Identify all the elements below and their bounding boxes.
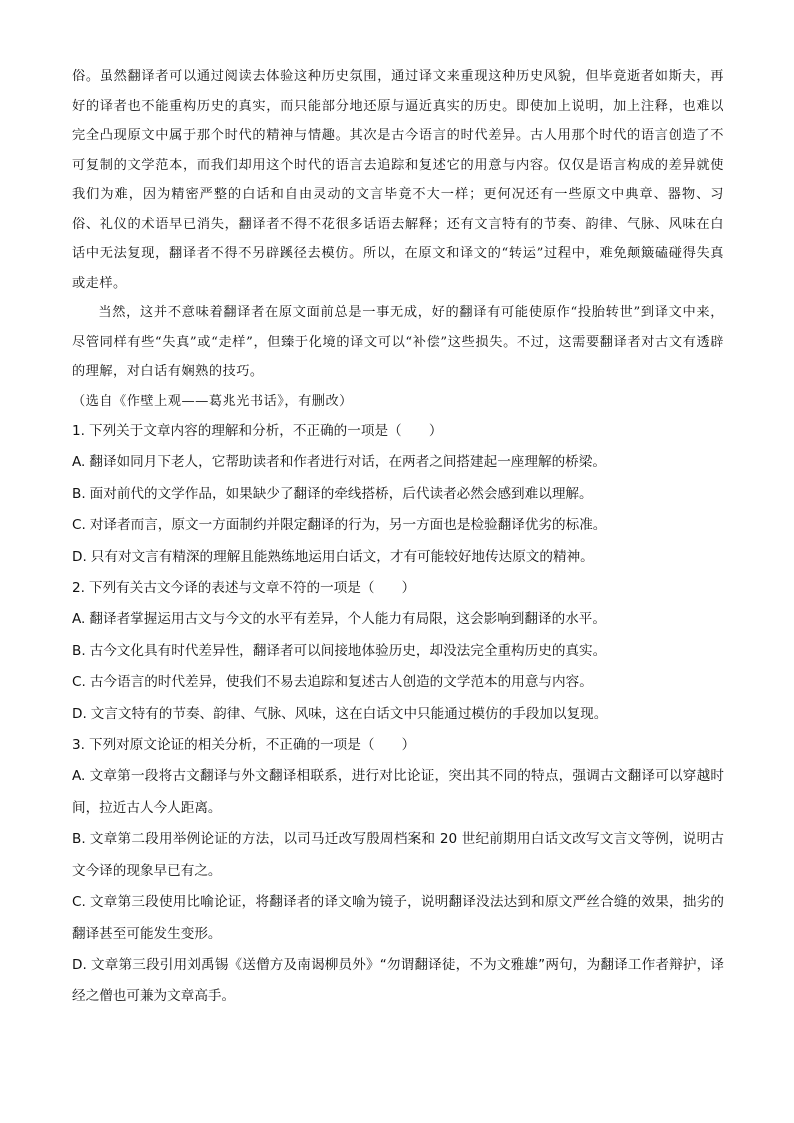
question-stem bbox=[72, 573, 724, 604]
option-c[interactable] bbox=[72, 510, 724, 541]
option-a[interactable] bbox=[72, 604, 724, 635]
option-b[interactable] bbox=[72, 824, 724, 887]
option-letter: C. bbox=[72, 517, 86, 534]
reading-passage bbox=[72, 62, 724, 416]
option-b[interactable] bbox=[72, 479, 724, 510]
passage-paragraph-1: 俗。虽然翻译者可以通过阅读去体验这种历史氛围，通过译文来重现这种历史风貌，但毕竟逝者如斯夫，再好的译者也不能重构历史的真实，而只能部分地还原与逼近真实的历史。即使加上说明，加上注释，也难以完全凸现原文中属于那个时代的精神与情趣。其次是古今语言的时代差异。古人用那个时代的语言创造了不可复制的文学范本，而我们却用这个时代的语言去追踪和复述它的用意与内容。仅仅是语言构成的差异就使我们为难，因为精密严整的白话和自由灵动的文言毕竟不大一样；更何况还有一些原文中典章、器物、习俗、礼仪的术语早已消失，翻译者不得不花很多话语去解释；还有文言特有的节奏、韵律、气脉、风味在白话中无法复现，翻译者不得不另辟蹊径去模仿。所以，在原文和译文的“转运”过程中，难免颠簸磕碰得失真或走样。 bbox=[72, 69, 724, 291]
question-number: 3. bbox=[72, 737, 85, 754]
option-text: 翻译者掌握运用古文与今文的水平有差异，个人能力有局限，这会影响到翻译的水平。 bbox=[89, 611, 606, 628]
option-letter: D. bbox=[72, 956, 87, 973]
option-letter: D. bbox=[72, 548, 87, 565]
option-d[interactable] bbox=[72, 699, 724, 730]
option-letter: A. bbox=[72, 611, 86, 628]
option-letter: C. bbox=[72, 674, 86, 691]
question-number: 1. bbox=[72, 423, 85, 439]
passage-paragraph-2: 当然，这并不意味着翻译者在原文面前总是一事无成，好的翻译有可能使原作“投胎转世”到译文中来，尽管同样有些“失真”或“走样”，但臻于化境的译文可以“补偿”这些损失。不过，这需要翻译者对古文有透辟的理解，对白话有娴熟的技巧。 bbox=[72, 305, 724, 379]
question-3 bbox=[72, 730, 724, 1013]
option-text: 翻译如同月下老人，它帮助读者和作者进行对话，在两者之间搭建起一座理解的桥梁。 bbox=[89, 454, 606, 471]
question-2 bbox=[72, 573, 724, 730]
option-text: 对译者而言，原文一方面制约并限定翻译的行为，另一方面也是检验翻译优劣的标准。 bbox=[89, 517, 607, 534]
question-list bbox=[72, 416, 724, 1013]
question-stem bbox=[72, 730, 724, 761]
option-text: 文章第一段将古文翻译与外文翻译相联系，进行对比论证，突出其不同的特点，强调古文翻译可以穿越时间，拉近古人今人距离。 bbox=[72, 768, 724, 816]
option-text: 古今语言的时代差异，使我们不易去追踪和复述古人创造的文学范本的用意与内容。 bbox=[89, 674, 593, 691]
option-letter: A. bbox=[72, 454, 86, 471]
option-a[interactable] bbox=[72, 761, 724, 824]
question-stem bbox=[72, 416, 724, 447]
option-text: 只有对文言有精深的理解且能熟练地运用白话文，才有可能较好地传达原文的精神。 bbox=[90, 548, 594, 565]
option-d[interactable] bbox=[72, 542, 724, 573]
question-stem-text: 下列有关古文今译的表述与文章不符的一项是（ ） bbox=[88, 580, 416, 597]
option-text: 古今文化具有时代差异性，翻译者可以间接地体验历史，却没法完全重构历史的真实。 bbox=[89, 642, 607, 659]
question-stem-text: 下列关于文章内容的理解和分析，不正确的一项是（ ） bbox=[88, 423, 443, 439]
option-a[interactable] bbox=[72, 447, 724, 478]
option-letter: C. bbox=[72, 894, 86, 911]
option-d[interactable] bbox=[72, 950, 724, 1013]
option-text: 面对前代的文学作品，如果缺少了翻译的牵线搭桥，后代读者必然会感到难以理解。 bbox=[89, 485, 593, 502]
option-text: 文章第三段使用比喻论证，将翻译者的译文喻为镜子，说明翻译没法达到和原文严丝合缝的效果，拙劣的翻译甚至可能发生变形。 bbox=[72, 894, 724, 942]
option-text: 文章第三段引用刘禹锡《送僧方及南谒柳员外》“勿谓翻译徒，不为文雅雄”两句，为翻译工作者辩护，译经之僧也可兼为文章高手。 bbox=[72, 956, 724, 1005]
option-c[interactable] bbox=[72, 667, 724, 698]
passage-source-citation: （选自《作壁上观——葛兆光书话》，有删改） bbox=[72, 393, 353, 409]
option-text: 文言文特有的节奏、韵律、气脉、风味，这在白话文中只能通过模仿的手段加以复现。 bbox=[90, 705, 608, 722]
option-letter: A. bbox=[72, 768, 86, 785]
exam-page bbox=[72, 62, 724, 1013]
option-letter: B. bbox=[72, 485, 86, 502]
question-number: 2. bbox=[72, 580, 85, 597]
option-letter: D. bbox=[72, 705, 87, 722]
option-letter: B. bbox=[72, 642, 86, 659]
question-1 bbox=[72, 416, 724, 573]
option-text: 文章第二段用举例论证的方法，以司马迁改写殷周档案和 20 世纪前期用白话文改写文言文等例，说明古文今译的现象早已有之。 bbox=[72, 831, 724, 879]
option-c[interactable] bbox=[72, 887, 724, 950]
option-letter: B. bbox=[72, 831, 86, 848]
question-stem-text: 下列对原文论证的相关分析，不正确的一项是（ ） bbox=[88, 737, 416, 754]
option-b[interactable] bbox=[72, 636, 724, 667]
